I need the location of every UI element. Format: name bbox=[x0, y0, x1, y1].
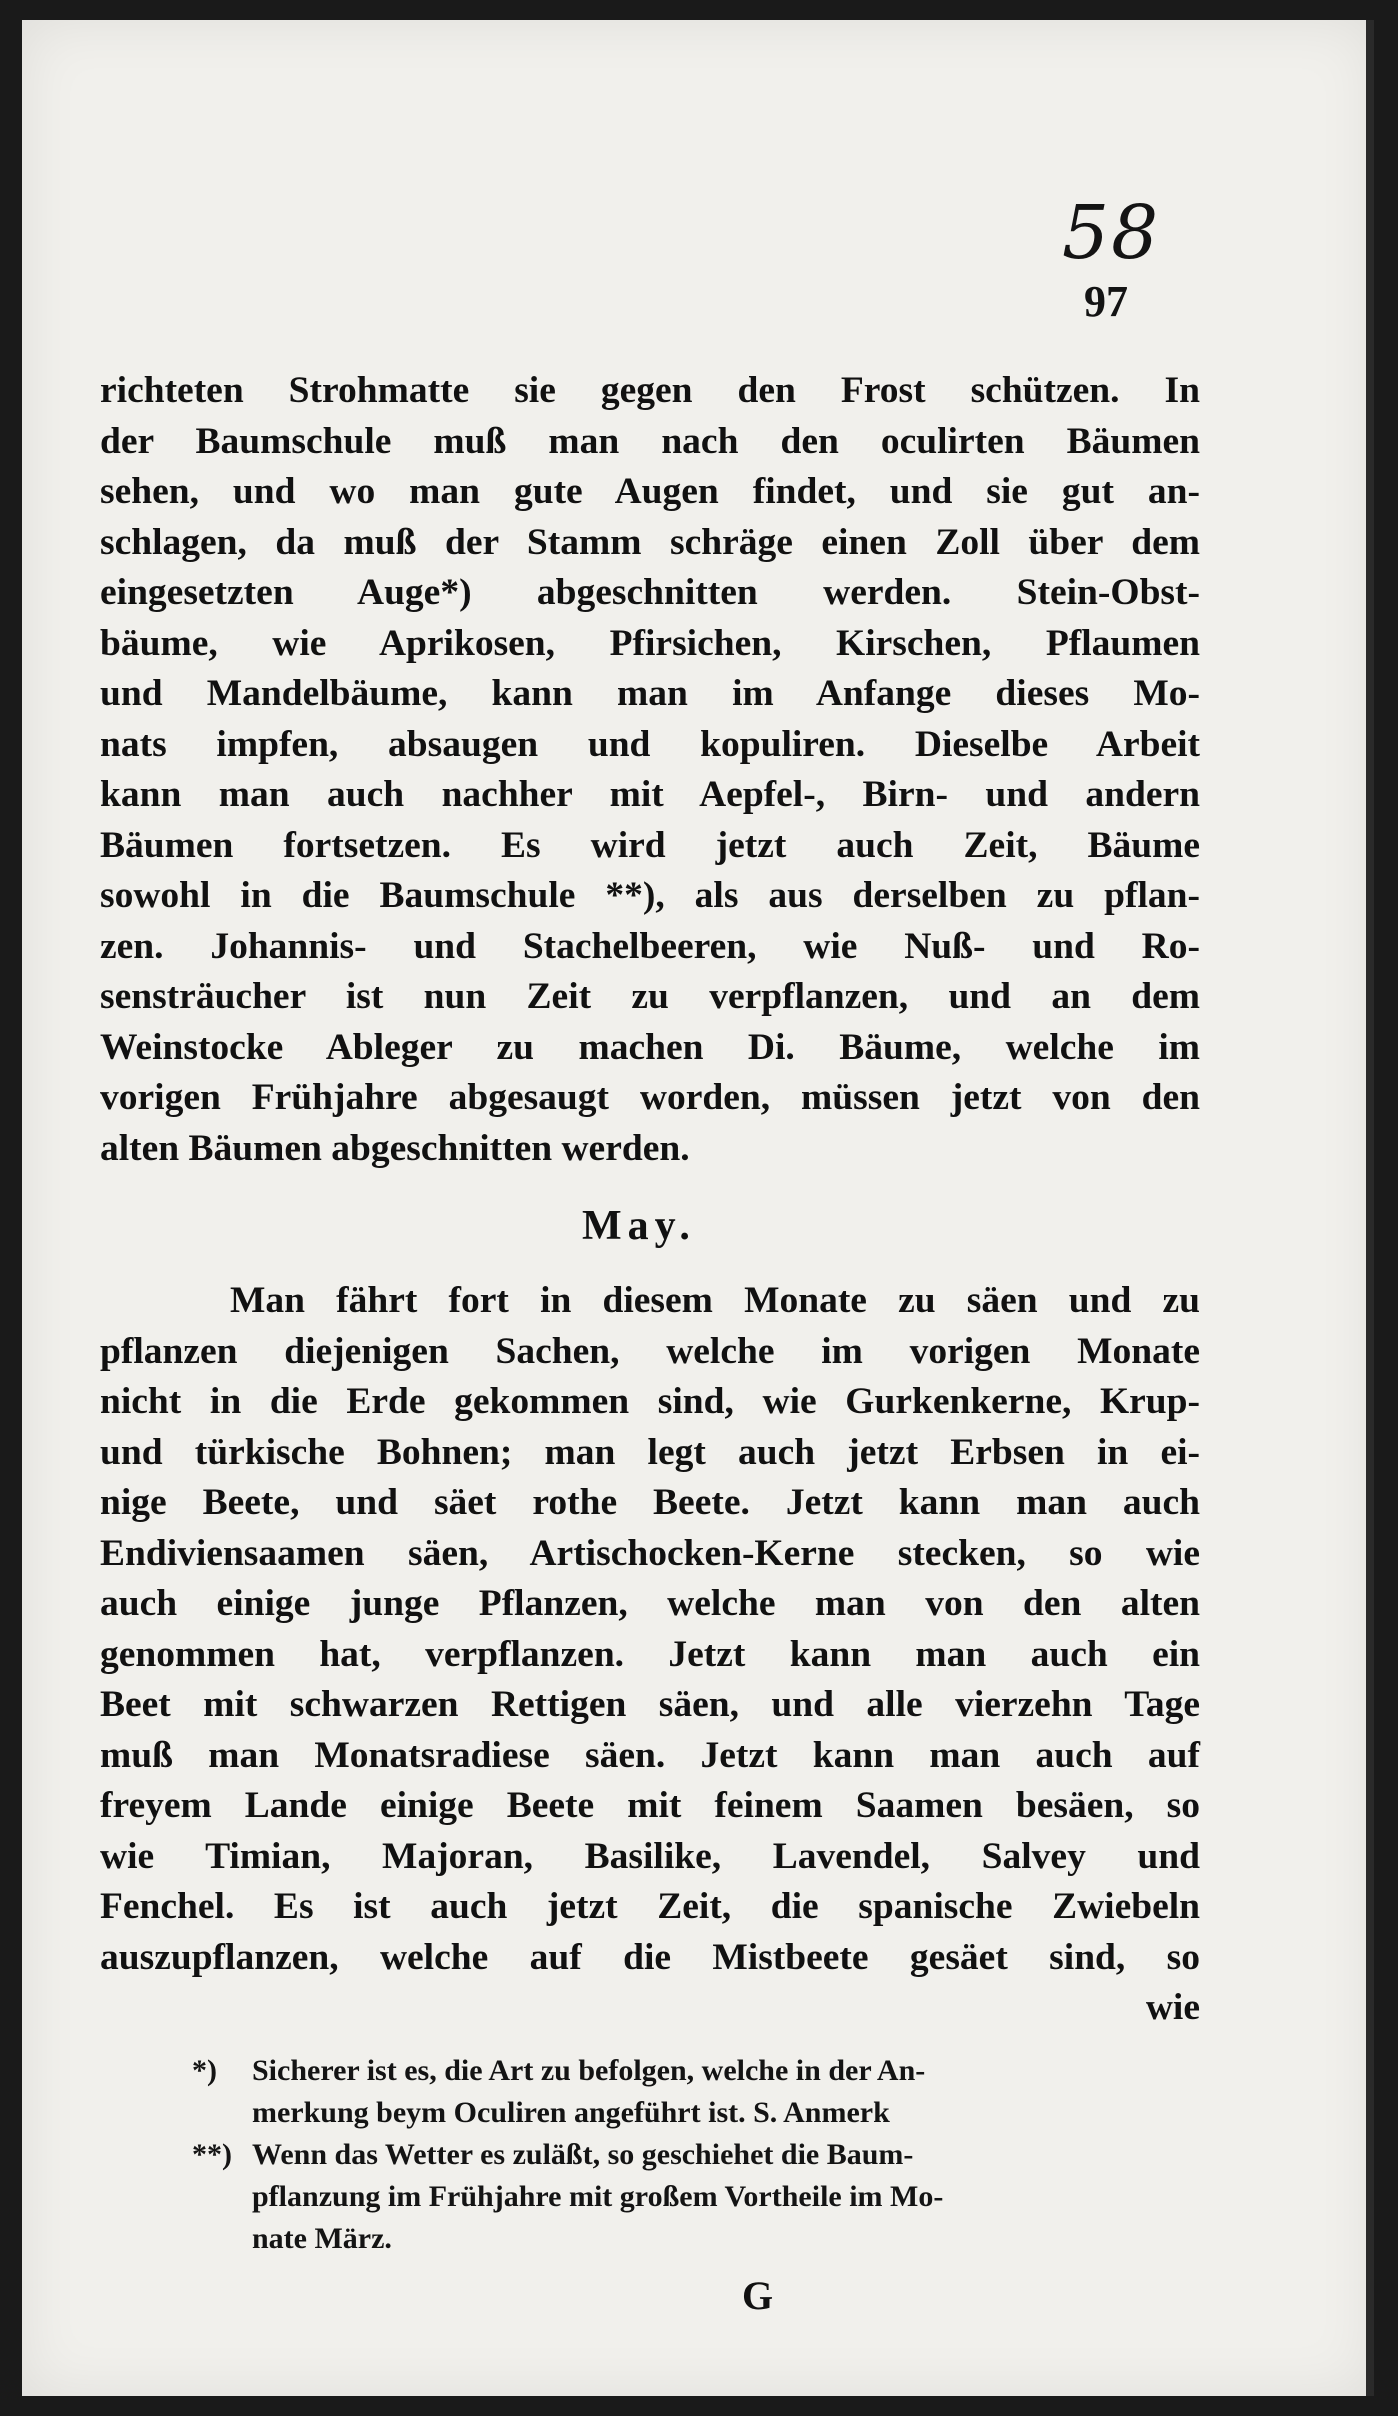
paragraph-1 bbox=[100, 366, 1200, 1174]
footnote-2 bbox=[192, 2134, 1212, 2260]
footnote-line: pflanzung im Frühjahre mit großem Vortheile im Mo- bbox=[252, 2180, 944, 2213]
footnote-line: Wenn das Wetter es zuläßt, so geschiehet die Baum- bbox=[252, 2138, 914, 2171]
text-line: sehen, und wo man gute Augen findet, und sie gut an- bbox=[100, 471, 1200, 512]
footnote-mark: *) bbox=[192, 2054, 217, 2087]
footnote-1 bbox=[192, 2050, 1212, 2134]
text-line: Weinstocke Ableger zu machen Di. Bäume, welche im bbox=[100, 1026, 1200, 1068]
text-line: pflanzen diejenigen Sachen, welche im vorigen Monate bbox=[100, 1330, 1200, 1372]
footnote-line: merkung beym Oculiren angeführt ist. S. Anmerk bbox=[252, 2096, 890, 2129]
text-line: wie Timian, Majoran, Basilike, Lavendel, Salvey und bbox=[100, 1835, 1200, 1877]
handwritten-folio-number: 58 bbox=[1062, 190, 1161, 276]
text-line: nats impfen, absaugen und kopuliren. Dieselbe Arbeit bbox=[100, 723, 1200, 765]
text-line: richteten Strohmatte sie gegen den Frost schützen. In bbox=[100, 370, 1200, 411]
section-heading: May. bbox=[582, 1203, 696, 1249]
text-line: Endiviensaamen säen, Artischocken-Kerne stecken, so wie bbox=[100, 1532, 1200, 1574]
text-line: Man fährt fort in diesem Monate zu säen und zu bbox=[230, 1280, 1200, 1321]
text-line: auszupflanzen, welche auf die Mistbeete gesäet sind, so bbox=[100, 1936, 1200, 1978]
footnotes bbox=[192, 2050, 1212, 2260]
text-line: und Mandelbäume, kann man im Anfange dieses Mo- bbox=[100, 673, 1200, 714]
book-page bbox=[22, 20, 1374, 2396]
text-line: schlagen, da muß der Stamm schräge einen Zoll über dem bbox=[100, 521, 1200, 563]
text-line: der Baumschule muß man nach den oculirten Bäumen bbox=[100, 420, 1200, 462]
text-line: zen. Johannis- und Stachelbeeren, wie Nuß- und Ro- bbox=[100, 925, 1200, 967]
text-line: genommen hat, verpflanzen. Jetzt kann man auch ein bbox=[100, 1633, 1200, 1675]
footnote-line: nate März. bbox=[252, 2222, 392, 2255]
text-line: eingesetzten Auge*) abgeschnitten werden. Stein-Obst- bbox=[100, 572, 1200, 613]
signature-mark: G bbox=[742, 2273, 774, 2318]
text-line: nige Beete, und säet rothe Beete. Jetzt kann man auch bbox=[100, 1482, 1200, 1523]
footnote-line: Sicherer ist es, die Art zu befolgen, welche in der An- bbox=[252, 2054, 926, 2087]
page-edge-shadow bbox=[1366, 20, 1374, 2396]
text-line: alten Bäumen abgeschnitten werden. bbox=[100, 1127, 690, 1169]
footnote-mark: **) bbox=[192, 2138, 232, 2171]
text-line: Fenchel. Es ist auch jetzt Zeit, die spanische Zwiebeln bbox=[100, 1886, 1200, 1927]
text-line: bäume, wie Aprikosen, Pfirsichen, Kirschen, Pflaumen bbox=[100, 622, 1200, 664]
text-line: auch einige junge Pflanzen, welche man von den alten bbox=[100, 1583, 1200, 1624]
page-number: 97 bbox=[1084, 277, 1128, 326]
text-line: nicht in die Erde gekommen sind, wie Gurkenkerne, Krup- bbox=[100, 1381, 1200, 1422]
text-line: muß man Monatsradiese säen. Jetzt kann man auch auf bbox=[100, 1734, 1200, 1776]
text-line: freyem Lande einige Beete mit feinem Saamen besäen, so bbox=[100, 1785, 1200, 1826]
text-line: vorigen Frühjahre abgesaugt worden, müssen jetzt von den bbox=[100, 1077, 1200, 1118]
catchword: wie bbox=[1145, 1987, 1200, 2028]
text-line: Beet mit schwarzen Rettigen säen, und alle vierzehn Tage bbox=[100, 1684, 1200, 1725]
text-line: sensträucher ist nun Zeit zu verpflanzen, und an dem bbox=[100, 976, 1200, 1017]
text-line: sowohl in die Baumschule **), als aus derselben zu pflan- bbox=[100, 875, 1200, 916]
text-line: Bäumen fortsetzen. Es wird jetzt auch Zeit, Bäume bbox=[100, 824, 1200, 866]
paragraph-2 bbox=[100, 1276, 1200, 2034]
text-line: kann man auch nachher mit Aepfel-, Birn- und andern bbox=[100, 774, 1200, 815]
text-line: und türkische Bohnen; man legt auch jetzt Erbsen in ei- bbox=[100, 1431, 1200, 1473]
